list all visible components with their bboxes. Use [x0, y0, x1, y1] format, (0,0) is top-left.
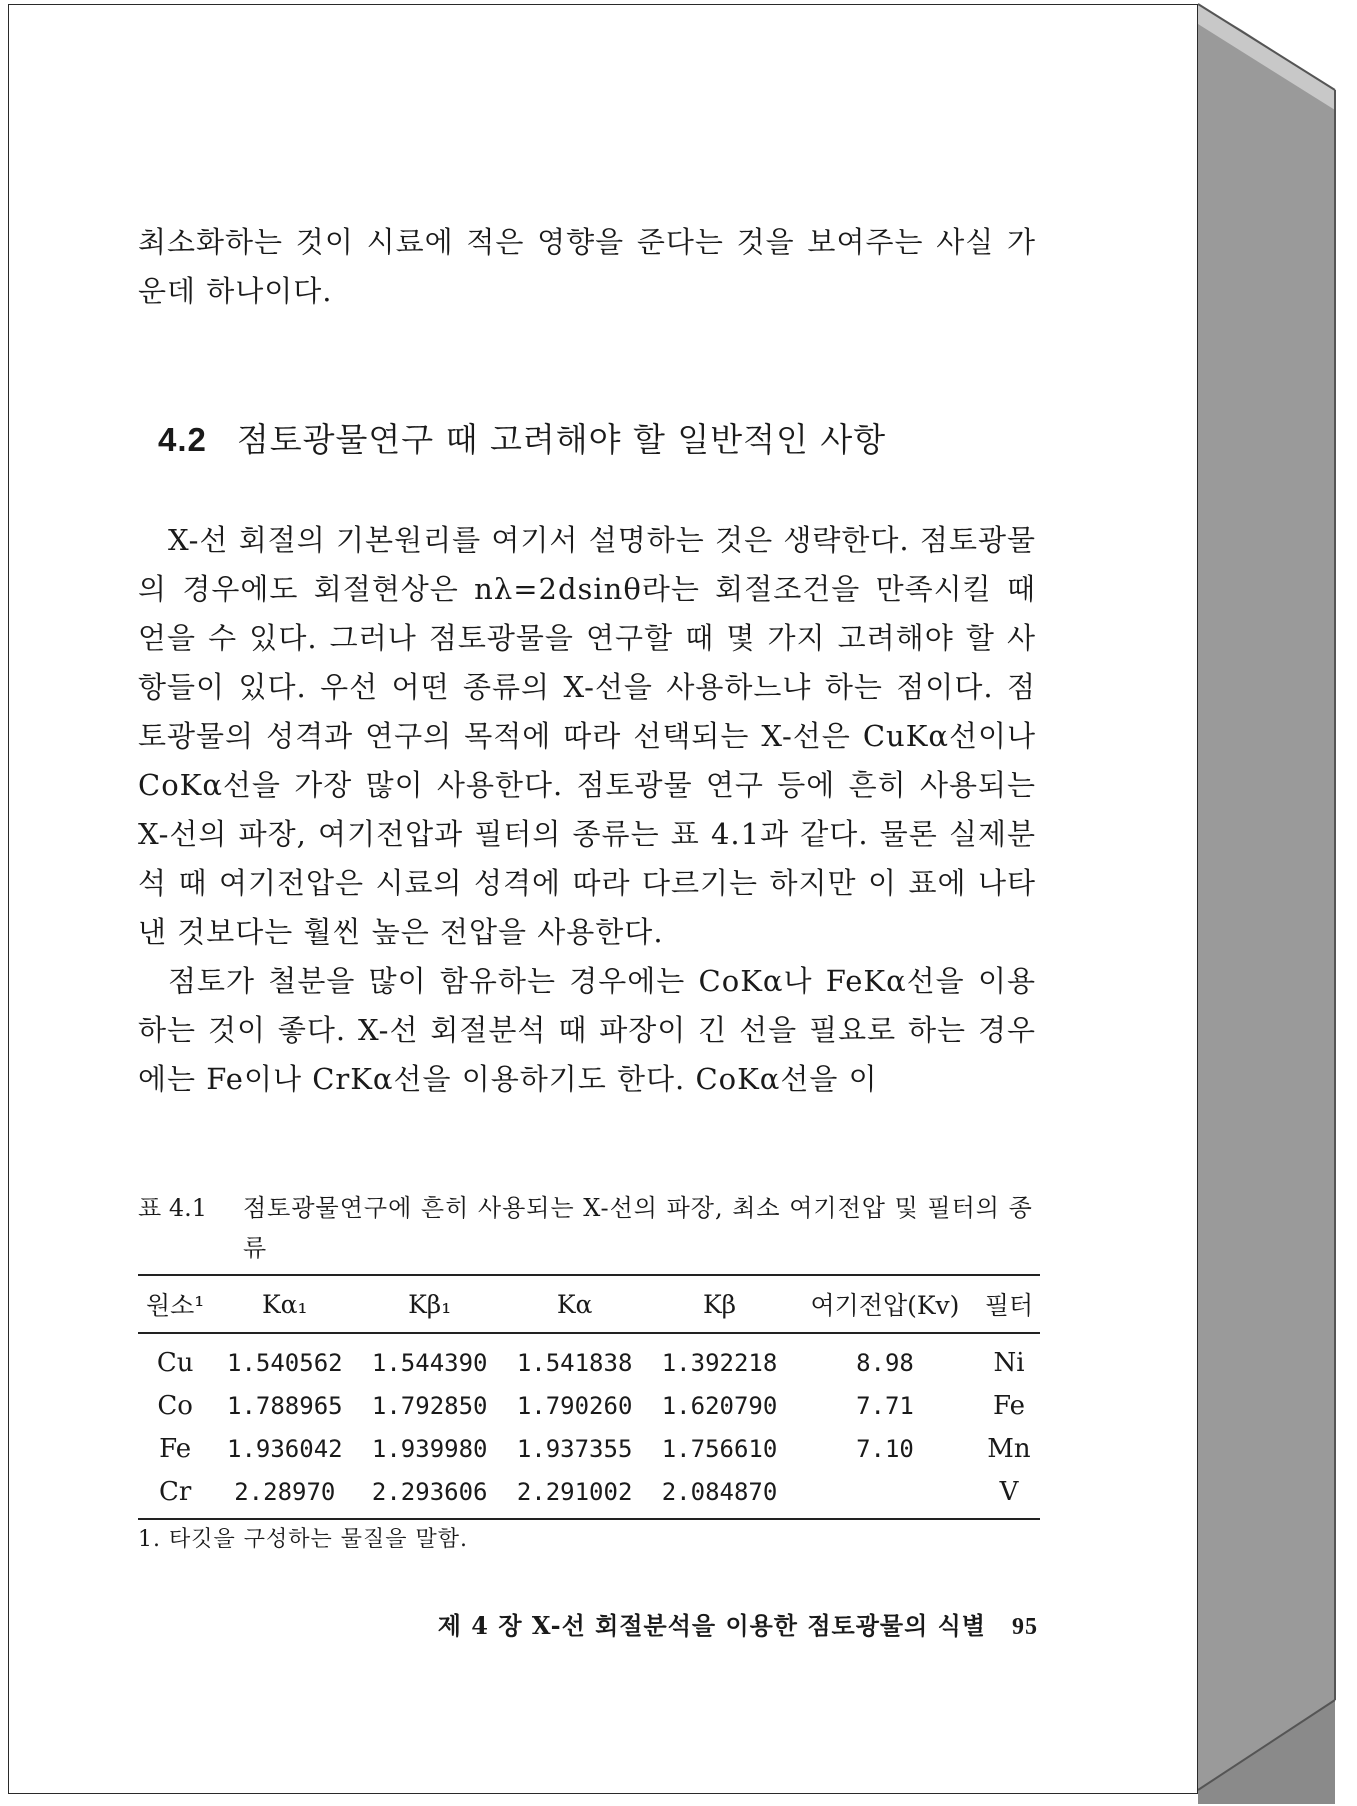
page-number: 95 [1012, 1614, 1038, 1640]
paragraph-2: 점토가 철분을 많이 함유하는 경우에는 CoKα나 FeKα선을 이용하는 것이 좋다. X-선 회절분석 때 파장이 긴 선을 필요로 하는 경우에는 Fe이나 CrKα선을 이용하기도 한다. CoKα선을 이 [138, 964, 1036, 1096]
cell: 2.291002 [502, 1470, 647, 1519]
cell: 2.084870 [647, 1470, 792, 1519]
cell: 1.756610 [661, 1434, 778, 1463]
table-caption [138, 1188, 1036, 1268]
section-title: 점토광물연구 때 고려해야 할 일반적인 사항 [236, 420, 887, 459]
cell: 1.936042 [227, 1434, 343, 1463]
table-footnote: 1. 타깃을 구성하는 물질을 말함. [138, 1527, 468, 1552]
xray-wavelength-table [138, 1274, 1040, 1520]
cell: Cu [156, 1347, 194, 1378]
cell: Ni [993, 1347, 1025, 1378]
table-row [138, 1384, 1040, 1427]
intro-block [138, 218, 1036, 316]
cell: 7.10 [856, 1434, 914, 1463]
body-text [138, 516, 1036, 1104]
cell: Fe [159, 1433, 192, 1464]
header-voltage: 여기전압(Kv) [792, 1275, 978, 1333]
header-ka: Kα [502, 1275, 647, 1333]
table-row [138, 1470, 1040, 1519]
cell: Co [157, 1390, 193, 1421]
table-header-row [138, 1275, 1040, 1333]
section-heading [158, 414, 886, 461]
header-kb1: Kβ₁ [357, 1275, 502, 1333]
cell: 1.792850 [371, 1391, 488, 1420]
page-footer [388, 1606, 1038, 1641]
cell: 1.788965 [227, 1391, 343, 1420]
cell: 7.71 [856, 1391, 914, 1420]
cell: 1.544390 [371, 1348, 488, 1377]
table-row [138, 1333, 1040, 1384]
cell: 1.541838 [516, 1348, 633, 1377]
chapter-title: 제 4 장 X-선 회절분석을 이용한 점토광물의 식별 [437, 1611, 986, 1640]
cell: Cr [138, 1470, 212, 1519]
cell: 1.392218 [661, 1348, 778, 1377]
header-ka1: Kα₁ [212, 1275, 357, 1333]
cell: 2.293606 [357, 1470, 502, 1519]
cell: 1.540562 [227, 1348, 343, 1377]
table-label: 표 4.1 [138, 1194, 207, 1222]
paragraph-1: X-선 회절의 기본원리를 여기서 설명하는 것은 생략한다. 점토광물의 경우에도 회절현상은 nλ=2dsinθ라는 회절조건을 만족시킬 때 얻을 수 있다. 그러나 점토광물을 연구할 때 몇 가지 고려해야 할 사항들이 있다. 우선 어떤 종류의 X-선을 사용하느냐 하는 점이다. 점토광물의 성격과 연구의 목적에 따라 선택되는 X-선은 CuKα선이나 CoKα선을 가장 많이 사용한다. 점토광물 연구 등에 흔히 사용되는 X-선의 파장, 여기전압과 필터의 종류는 표 4.1과 같다. 물론 실제분석 때 여기전압은 시료의 성격에 따라 다르기는 하지만 이 표에 나타낸 것보다는 훨씬 높은 전압을 사용한다. [138, 523, 1036, 949]
section-number: 4.2 [158, 421, 207, 458]
header-kb: Kβ [647, 1275, 792, 1333]
header-filter: 필터 [978, 1275, 1040, 1333]
cell: Mn [987, 1433, 1031, 1464]
cell: 8.98 [856, 1348, 914, 1377]
cell: 2.28970 [212, 1470, 357, 1519]
intro-paragraph: 최소화하는 것이 시료에 적은 영향을 준다는 것을 보여주는 사실 가운데 하나이다. [138, 225, 1036, 308]
cell: 1.937355 [516, 1434, 633, 1463]
cell: 1.620790 [661, 1391, 778, 1420]
cell: 1.939980 [371, 1434, 488, 1463]
cell: 1.790260 [516, 1391, 633, 1420]
cell: Fe [992, 1390, 1025, 1421]
header-element: 원소¹ [138, 1275, 212, 1333]
table-caption-text: 점토광물연구에 흔히 사용되는 X-선의 파장, 최소 여기전압 및 필터의 종류 [243, 1194, 1033, 1262]
cell [792, 1470, 978, 1519]
cell: V [978, 1470, 1040, 1519]
table-row [138, 1427, 1040, 1470]
